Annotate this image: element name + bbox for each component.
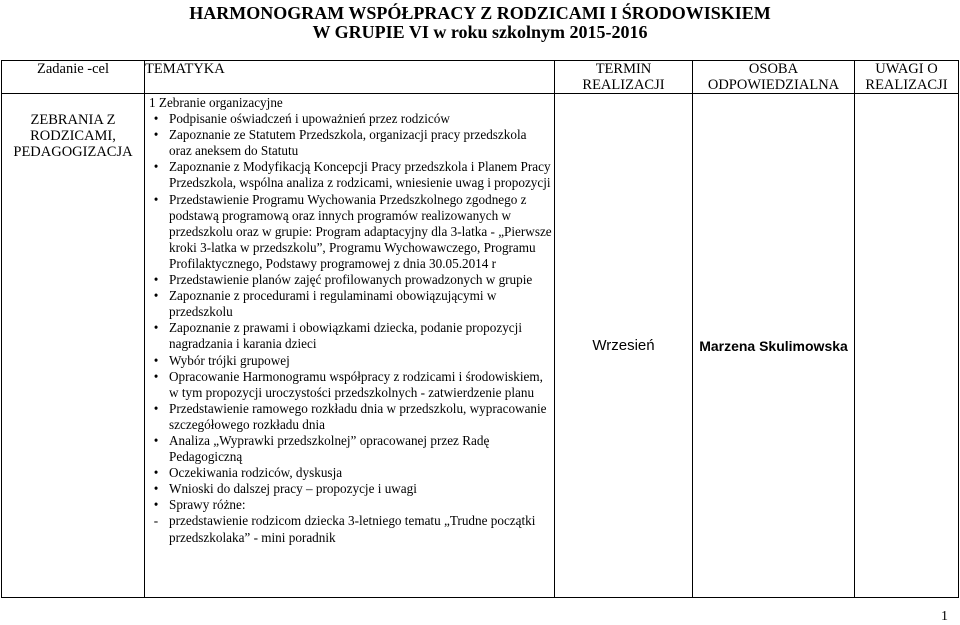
- header-notes: UWAGI O REALIZACJI: [855, 61, 959, 94]
- list-item: [149, 513, 552, 545]
- list-item-text: Podpisanie oświadczeń i upoważnień przez rodziców: [169, 111, 450, 127]
- table-header-row: [2, 61, 959, 94]
- list-item: [149, 320, 552, 352]
- header-person: OSOBA ODPOWIEDZIALNA: [693, 61, 855, 94]
- list-item: [149, 401, 552, 433]
- person-cell: Marzena Skulimowska: [693, 94, 855, 598]
- list-item: [149, 465, 552, 481]
- bullet-icon: •: [153, 432, 159, 448]
- bullet-icon: •: [153, 320, 159, 336]
- table-row: [2, 94, 959, 598]
- list-item: [149, 288, 552, 320]
- list-item: [149, 481, 552, 497]
- dash-marker: -: [153, 513, 159, 529]
- topic-cell: [145, 94, 555, 598]
- list-item-text: Zapoznanie z prawami i obowiązkami dziecka, podanie propozycji nagradzania i karania dzieci: [169, 320, 522, 352]
- bullet-icon: •: [153, 288, 159, 304]
- bullet-icon: •: [153, 159, 159, 175]
- list-item-text: Opracowanie Harmonogramu współpracy z rodzicami i środowiskiem, w tym propozycji uroczystości przedszkolnych - zatwierdzenie planu: [169, 368, 543, 400]
- topic-list: [149, 111, 552, 546]
- header-term: TERMIN REALIZACJI: [555, 61, 693, 94]
- list-item: [149, 192, 552, 272]
- bullet-icon: •: [153, 481, 159, 497]
- list-item: [149, 111, 552, 127]
- list-item: [149, 433, 552, 465]
- topic-heading: 1 Zebranie organizacyjne: [149, 95, 283, 110]
- list-item-text: Zapoznanie z Modyfikacją Koncepcji Pracy przedszkola i Planem Pracy Przedszkola, wspólna analiza z rodzicami, wniesienie uwag i propozycji: [169, 159, 551, 191]
- list-item-text: Zapoznanie ze Statutem Przedszkola, organizacji pracy przedszkola oraz aneksem do Statutu: [169, 127, 527, 159]
- list-item-text: Analiza „Wyprawki przedszkolnej” opracowanej przez Radę Pedagogiczną: [169, 432, 490, 465]
- page-number: 1: [941, 609, 948, 624]
- notes-cell: [855, 94, 959, 598]
- list-item-text: Oczekiwania rodziców, dyskusja: [169, 465, 343, 481]
- list-item: [149, 159, 552, 191]
- bullet-icon: •: [153, 272, 159, 288]
- list-item: [149, 272, 552, 288]
- list-item-text: Wnioski do dalszej pracy – propozycje i uwagi: [169, 481, 417, 497]
- bullet-icon: •: [153, 400, 159, 416]
- bullet-icon: •: [153, 127, 159, 143]
- header-topic: TEMATYKA: [145, 61, 555, 94]
- bullet-icon: •: [153, 111, 159, 127]
- bullet-icon: •: [153, 191, 159, 207]
- list-item-text: Wybór trójki grupowej: [169, 352, 290, 368]
- bullet-icon: •: [153, 368, 159, 384]
- list-item: [149, 353, 552, 369]
- header-goal: Zadanie -cel: [2, 61, 145, 94]
- list-item-text: Przedstawienie planów zajęć profilowanych prowadzonych w grupie: [169, 272, 533, 288]
- schedule-table: [1, 60, 959, 598]
- document-subtitle: W GRUPIE VI w roku szkolnym 2015-2016: [312, 22, 648, 42]
- goal-cell: ZEBRANIA Z RODZICAMI, PEDAGOGIZACJA: [2, 94, 145, 598]
- list-item: [149, 127, 552, 159]
- list-item-text: Sprawy różne:: [169, 497, 246, 513]
- list-item-text: Zapoznanie z procedurami i regulaminami obowiązującymi w przedszkolu: [169, 288, 497, 320]
- bullet-icon: •: [153, 465, 159, 481]
- list-item-text: Przedstawienie Programu Wychowania Przedszkolnego zgodnego z podstawą programową oraz innych programów realizowanych w przedszkolu oraz w grupie: Program adaptacyjny dla 3-latka - „Pierwsze kroki 3-latka w przedszkolu”, Programu Wychowawczego, Programu Profilaktycznego, Podstawy programowej z dnia 30.05.2014 r: [169, 191, 552, 271]
- list-item: [149, 369, 552, 401]
- document-title: HARMONOGRAM WSPÓŁPRACY Z RODZICAMI I ŚRODOWISKIEM: [189, 3, 771, 23]
- list-item: [149, 497, 552, 513]
- bullet-icon: •: [153, 352, 159, 368]
- bullet-icon: •: [153, 497, 159, 513]
- term-cell: Wrzesień: [555, 94, 693, 598]
- list-item-text: przedstawienie rodzicom dziecka 3-letniego tematu „Trudne początki przedszkolaka” - mini poradnik: [169, 513, 536, 545]
- list-item-text: Przedstawienie ramowego rozkładu dnia w przedszkolu, wypracowanie szczegółowego rozkładu dnia: [169, 400, 547, 432]
